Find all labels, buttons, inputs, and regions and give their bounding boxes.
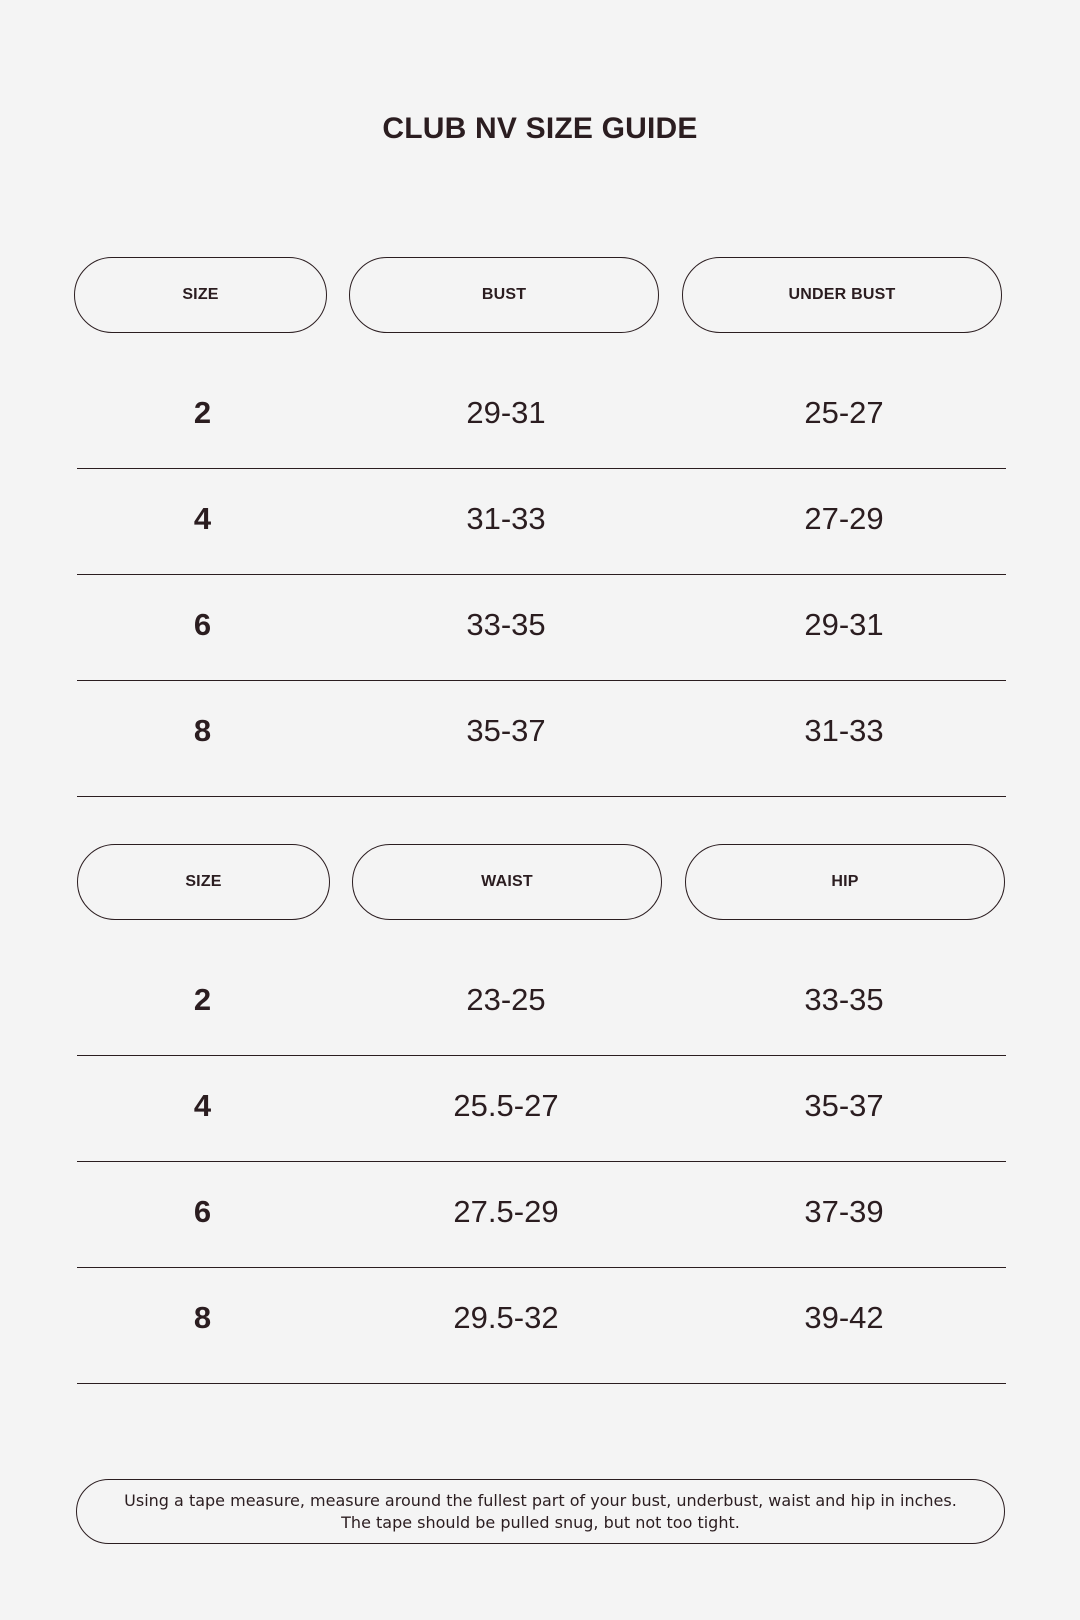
size-cell: 4 xyxy=(193,501,212,536)
table-row xyxy=(77,681,1006,797)
table-header xyxy=(77,844,1006,920)
measuring-instructions xyxy=(76,1479,1005,1544)
size-cell: 2 xyxy=(193,395,212,430)
size-table-waist-hip xyxy=(77,844,1006,1384)
size-cell: 4 xyxy=(193,1088,212,1123)
table-row xyxy=(77,363,1006,469)
table-row xyxy=(77,1268,1006,1384)
table-row xyxy=(77,575,1006,681)
under-bust-cell: 27-29 xyxy=(804,501,884,536)
table-row xyxy=(77,1162,1006,1268)
page-title: CLUB NV SIZE GUIDE xyxy=(382,112,698,145)
instructions-line-2: The tape should be pulled snug, but not too tight. xyxy=(341,1512,740,1532)
table-header xyxy=(77,257,1006,333)
size-cell: 6 xyxy=(193,607,212,642)
waist-cell: 27.5-29 xyxy=(453,1194,559,1229)
size-table-bust xyxy=(77,257,1006,797)
header-under-bust: UNDER BUST xyxy=(682,257,1002,333)
bust-cell: 35-37 xyxy=(466,713,546,748)
under-bust-cell: 31-33 xyxy=(804,713,884,748)
header-bust: BUST xyxy=(349,257,659,333)
waist-cell: 23-25 xyxy=(466,982,546,1017)
header-hip: HIP xyxy=(685,844,1005,920)
size-cell: 2 xyxy=(193,982,212,1017)
size-cell: 6 xyxy=(193,1194,212,1229)
instructions-line-1: Using a tape measure, measure around the fullest part of your bust, underbust, waist and hip in inches. xyxy=(124,1490,957,1510)
hip-cell: 39-42 xyxy=(804,1300,884,1335)
under-bust-cell: 25-27 xyxy=(804,395,884,430)
table-row xyxy=(77,1056,1006,1162)
hip-cell: 35-37 xyxy=(804,1088,884,1123)
table-row xyxy=(77,950,1006,1056)
size-cell: 8 xyxy=(193,1300,212,1335)
under-bust-cell: 29-31 xyxy=(804,607,884,642)
table-row xyxy=(77,469,1006,575)
waist-cell: 29.5-32 xyxy=(453,1300,559,1335)
hip-cell: 37-39 xyxy=(804,1194,884,1229)
bust-cell: 29-31 xyxy=(466,395,546,430)
header-waist: WAIST xyxy=(352,844,662,920)
bust-cell: 33-35 xyxy=(466,607,546,642)
header-size: SIZE xyxy=(77,844,330,920)
header-size: SIZE xyxy=(74,257,327,333)
hip-cell: 33-35 xyxy=(804,982,884,1017)
bust-cell: 31-33 xyxy=(466,501,546,536)
size-cell: 8 xyxy=(193,713,212,748)
waist-cell: 25.5-27 xyxy=(453,1088,559,1123)
